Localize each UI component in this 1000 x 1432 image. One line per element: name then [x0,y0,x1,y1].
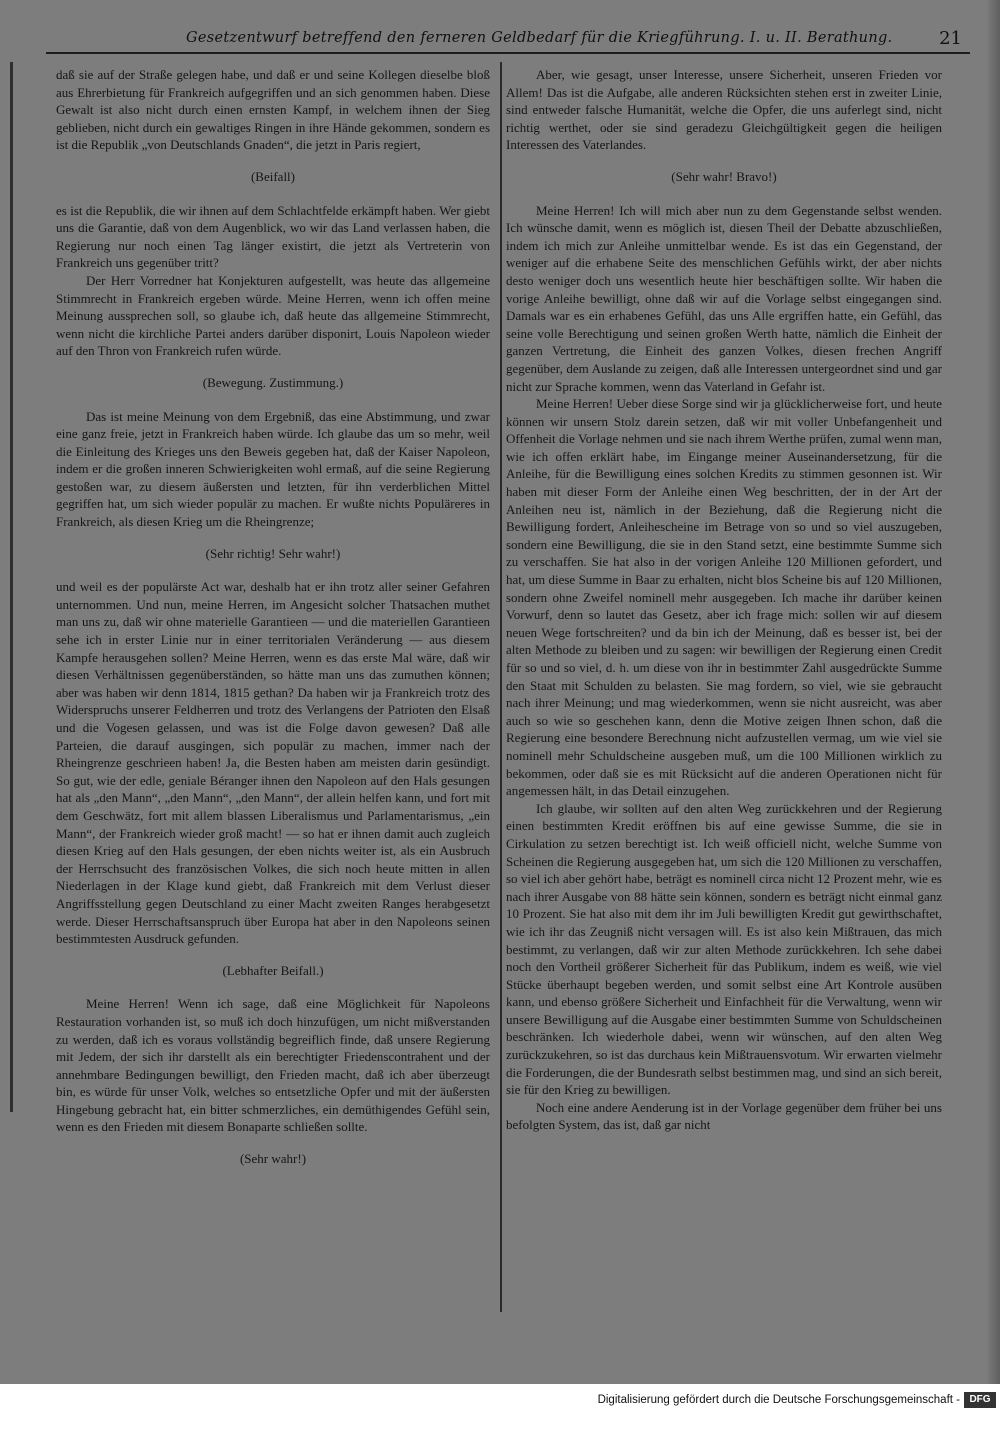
paragraph: Aber, wie gesagt, unser Interesse, unsere Sicherheit, unseren Frieden vor Allem! Das ist die Aufgabe, alle anderen Rücksichten stehen erst in zweiter Linie, sind entweder falsche Humanität, welche die Opfer, die uns auferlegt sind, nicht richtig werthet, oder sie sind geradezu Gleichgültigkeit gegen die heiligen Interessen des Vaterlandes. [506,67,942,153]
interjection: (Sehr wahr!) [239,1151,307,1167]
left-column [56,66,490,1184]
paragraph: Noch eine andere Aenderung ist in der Vorlage gegenüber dem früher bei uns befolgten System, das ist, daß gar nicht [506,1099,942,1133]
running-header-title: Gesetzentwurf betreffend den ferneren Geldbedarf für die Kriegführung. I. u. II. Berathung. [186,30,893,46]
paragraph: Das ist meine Meinung von dem Ergebniß, das eine Abstimmung, und zwar eine ganz freie, jetzt in Frankreich haben würde. Ich glaube das um so mehr, weil die Einleitung des Krieges uns den Beweis gegeben hat, daß der Kaiser Napoleon, indem er die großen inneren Schwierigkeiten wohl ermaß, auf die seine Regierung gestoßen war, zu diesem äußersten und letzten, für ihn verderblichen Mittel gegriffen hat, um sich wieder populär zu machen. Er wußte nichts Populäreres in Frankreich, als diesen Krieg um die Rheingrenze; [56,408,490,530]
footer-bar [0,1384,1000,1432]
column-divider [500,62,502,1312]
interjection: (Lebhafter Beifall.) [222,962,324,978]
interjection: (Bewegung. Zustimmung.) [202,374,344,390]
paragraph: Meine Herren! Wenn ich sage, daß eine Möglichkeit für Napoleons Restauration vorhanden ist, so muß ich doch hinzufügen, um nicht mißverstanden zu werden, daß ich es voraus vollständig begreiflich finde, daß unsere Regierung mit Jedem, der sich ihr darstellt als ein berechtigter Friedenscontrahent und der annehmbare Bedingungen bewilligt, den Frieden macht, daß ich aber überzeugt bin, es würde für unser Volk, welches so entsetzliche Opfer und mit der äußersten Hingebung gebracht hat, ein bitter schmerzliches, ein demüthigendes Gefühl sein, wenn es den Frieden mit diesem Bonaparte schließen sollte. [56,996,490,1135]
right-column [506,66,942,1134]
paragraph: Ich glaube, wir sollten auf den alten Weg zurückkehren und der Regierung einen bestimmten Kredit eröffnen bis auf eine gewisse Summe, die sie in Cirkulation zu setzen berechtigt ist. Ich weiß officiell nicht, welche Summe von Scheinen die Regierung ausgegeben hat, um sich die 120 Millionen zu verschaffen, so viel ich aber gehört habe, beträgt es nominell circa nicht 12 Prozent mehr, wie es nach ihrer Ausgabe von 88 hätte sein können, sondern es beträgt nicht einmal ganz 10 Prozent. Sie hat also mit dem ihr im Juli bewilligten Kredit gut gewirthschaftet, wie ich ihr das Zeugniß nicht versagen will. Es ist also kein Mißtrauen, das mich bestimmt, zu verlangen, daß wir zur alten Methode zurückkehren. Ich sehe dabei noch den Vortheil größerer Sicherheit für das Publikum, indem es weiß, wie viel Stücke überhaupt begeben werden, und somit selbst eine Art Kontrole ausüben kann, und ebenso größere Sicherheit und Einfachheit für die Verwaltung, wenn wir unsere Bewilligung auf die Ausgabe einer bestimmten Summe von Schuldscheinen beschränken. Ich wiederhole dabei, wenn wir wünschen, auf den alten Weg zurückzukehren, so ist das durchaus kein Mißtrauensvotum. Wir erwarten vielmehr die Forderungen, die der Bundesrath selbst bestimmen mag, und sind an sich bereit, sie für den Krieg zu bewilligen. [506,800,942,1098]
paragraph: Meine Herren! Ueber diese Sorge sind wir ja glücklicherweise fort, und heute können wir unsern Stolz darein setzen, daß wir mit voller Unbefangenheit und Offenheit die Vorlage nehmen und sie nach ihrem Werthe prüfen, zumal wenn man, wie ich offen erklärt habe, im Eingange meiner Auseinandersetzung, für die Anleihe, für die Bewilligung eines solchen Kredits zu stimmen gesonnen ist. Wir haben mit dieser Form der Anleihe einen Weg beschritten, der in der Art der Anleihen neu ist, nämlich in der Beziehung, daß die Regierung nicht die Bewilligung fordert, Anleihescheine im Betrage von so und so viel auszugeben, sondern eine Bewilligung, die sie in den Stand setzt, eine bestimmte Summe sich zu verschaffen. Sie hat also in der vorigen Anleihe 120 Millionen gefordert, und hat, um diese Summe in Baar zu erhalten, nicht blos Scheine bis auf 120 Millionen, sondern ohne Zweifel nominell mehr ausgegeben. Ich mache ihr darüber keinen Vorwurf, denn so lautet das Gesetz, aber ich frage mich: sollen wir auf diesem neuen Wege fortschreiten? und da bin ich der Meinung, daß es besser ist, bei der alten Methode zu bleiben und zu sagen: wir bewilligen der Regierung einen Credit für so und so viel, d. h. um diese von ihr in bestimmter Zahl ausgedrückte Summe den Staat mit Schulden zu belasten. Sie mag fordern, so viel, wie sie gebraucht nach ihrer Meinung; und mag wiederkommen, wenn sie nicht ausreicht, was aber auch so wie so geschehen kann, denn die Motive zeigen Ihnen schon, daß die Regierung eine besondere Berechnung nicht aufzustellen vermag, um wie viel sie nominell mehr Schuldscheine ausgeben muß, um die 100 Millionen wirklich zu bekommen, oder daß sie es mit Rücksicht auf die anderen Operationen nicht für angemessen hält, in das Detail einzugehen. [506,396,942,799]
paragraph: Der Herr Vorredner hat Konjekturen aufgestellt, was heute das allgemeine Stimmrecht in Frankreich ergeben würde. Meine Herren, wenn ich offen meine Meinung aussprechen soll, so glaube ich, daß heute das allgemeine Stimmrecht, wenn nicht die kirchliche Partei anders darüber disponirt, Louis Napoleon wieder auf den Thron von Frankreich rufen würde. [56,272,490,359]
paragraph: und weil es der populärste Act war, deshalb hat er ihn trotz aller seiner Gefahren unternommen. Und nun, meine Herren, im Angesicht solcher Thatsachen muthet man uns zu, daß wir ohne materielle Garantieen — und die materiellen Garantieen sehe ich in erster Linie nur in einer territorialen Veränderung — aus diesem Kampfe herausgehen sollen? Meine Herren, wenn es das erste Mal wäre, daß wir diesen Verhältnissen gegenüberständen, so hätte man uns das zumuthen können; aber was haben wir denn 1814, 1815 gethan? Da haben wir ja Frankreich trotz des Widerspruchs unserer Feldherren und trotz des Verlangens der Patrioten den Elsaß und die Vogesen gelassen, und was ist die Folge davon gewesen? Daß alle Parteien, die darauf ausgingen, sich populär zu machen, immer nach der Rheingrenze geschrieen haben! Ja, die Besten haben am meisten darin gesündigt. So gut, wie der edle, geniale Béranger ihnen den Napoleon auf den Hals gesungen hat als „den Mann“, „den Mann“, „den Mann“, der allein helfen kann, und fort mit dem Geschwätz, fort mit allem blassen Liberalismus und Parlamentarismus, „ein Mann“, der Frankreich wieder groß macht! — so hat er ihnen damit auch zugleich diesen Krieg auf den Hals gesungen, der eben nichts weiter ist, als ein Ausbruch der Herrschsucht des französischen Volkes, die sich noch heute mitten in allen Niederlagen in der Klage kund giebt, daß Frankreich mit dem Verlust dieser Angriffsstellung gegen Deutschland zu einer Macht zweiten Ranges herabgesetzt werde. Dieser Herrschaftsanspruch über Europa hat aber in den Napoleons seinen bestimmtesten Ausdruck gefunden. [56,579,490,947]
paragraph: es ist die Republik, die wir ihnen auf dem Schlachtfelde erkämpft haben. Wer giebt uns die Garantie, daß von dem Augenblick, wo wir das Land verlassen haben, die Regierung nur noch einen Tag länger existirt, die jetzt als Vertreterin von Frankreich uns gegenüber tritt? [56,202,490,271]
interjection: (Sehr richtig! Sehr wahr!) [205,545,341,561]
digitization-credit: Digitalisierung gefördert durch die Deutsche Forschungsgemeinschaft - [597,1394,960,1406]
left-margin-rule [10,62,13,1112]
interjection: (Beifall) [250,168,296,184]
dfg-logo: DFG [964,1392,996,1408]
paragraph: daß sie auf der Straße gelegen habe, und daß er und seine Kollegen dieselbe bloß aus Ehrerbietung für Frankreich aufgegriffen und an sich genommen haben. Diese Gewalt ist also nicht durch einen ernsten Kampf, in welchem ihnen der Sieg geblieben, nicht durch ein gewaltiges Ringen in ihre Hände gekommen, sondern es ist die Republik „von Deutschlands Gnaden“, die jetzt in Paris regiert, [56,67,490,153]
paragraph: Meine Herren! Ich will mich aber nun zu dem Gegenstande selbst wenden. Ich wünsche damit, wenn es möglich ist, diesen Theil der Debatte abzuschließen, indem ich mich zur Anleihe unmittelbar wende. Es ist das ein Gegenstand, der weniger auf die erhabene Seite des menschlichen Gefühls wirkt, der aber nichts desto weniger doch uns wesentlich heute hier beschäftigen sollte. Wir haben die vorige Anleihe bewilligt, ohne daß wir auf die Vorlage selbst eingegangen sind. Damals war es ein erhabenes Gefühl, das uns Alle ergriffen hatte, ein Gefühl, das seine volle Berechtigung und seinen großen Werth hatte, nämlich die Einheit der ganzen Vertretung, die Einheit des ganzen Volkes, diesen frechen Angriff gegenüber, dem Auslande zu zeigen, daß alle Interessen untergeordnet sind und gar nicht zur Sprache kommen, wenn das Vaterland in Gefahr ist. [506,202,942,394]
running-header [46,30,970,54]
page-number: 21 [939,28,962,49]
page-edge-shadow [986,0,1000,1384]
interjection: (Sehr wahr! Bravo!) [671,168,777,184]
